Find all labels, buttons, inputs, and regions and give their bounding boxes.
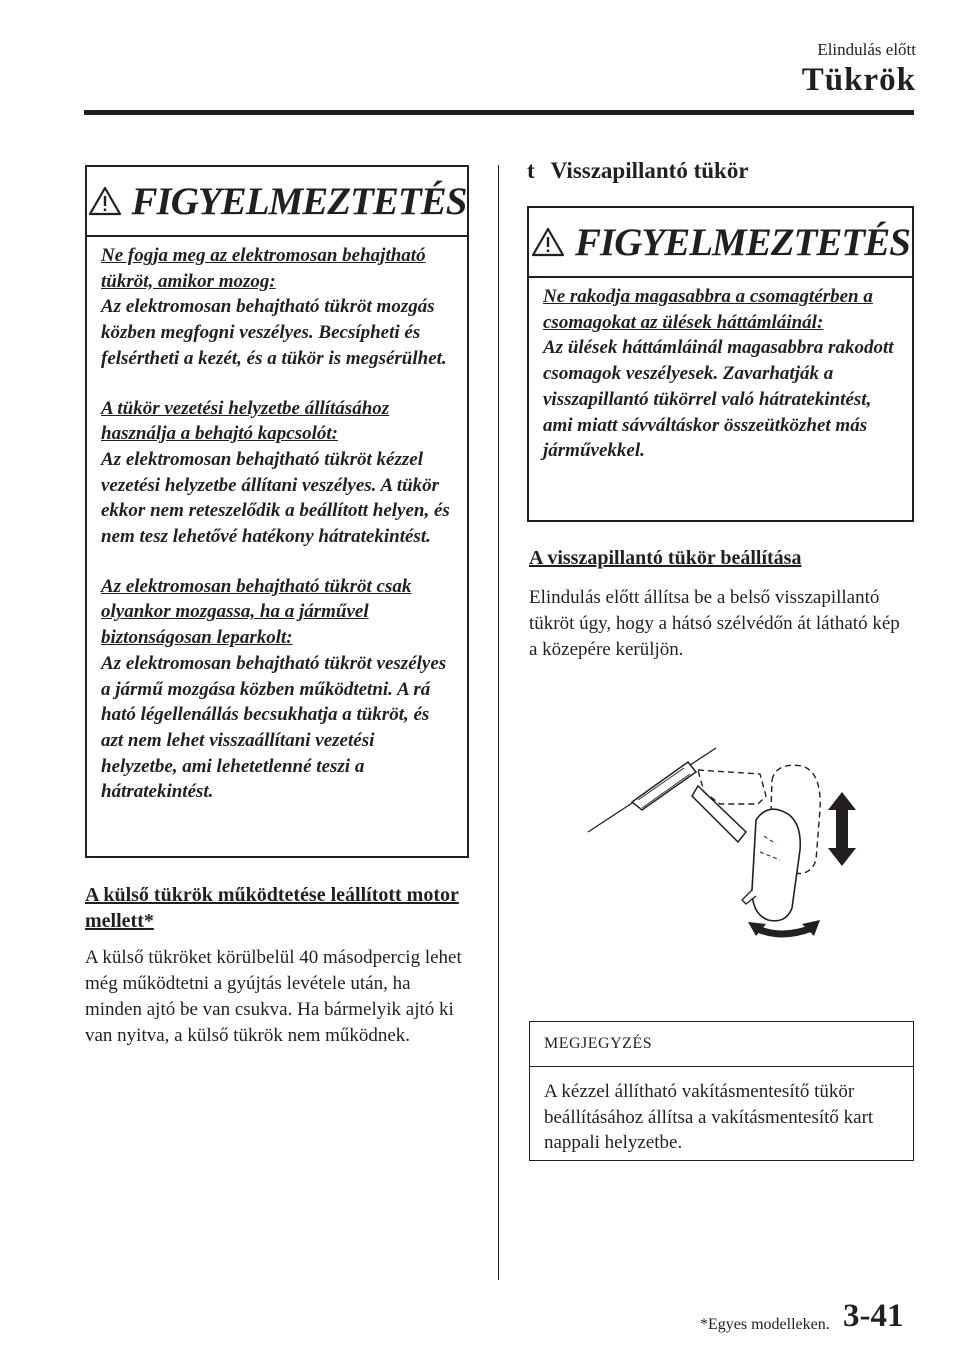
rearview-mirror-illustration: [580, 740, 890, 950]
warning-text: Az elektromosan behajtható tükröt mozgás közben megfogni veszélyes. Becsípheti és felsértheti a kezét, és a tükör is megsérülhet.: [101, 296, 447, 369]
section-heading-outside-mirrors: A külső tükrök működtetése leállított motor mellett*: [85, 884, 459, 932]
warning-body: [529, 278, 912, 464]
note-title: MEGJEGYZÉS: [530, 1022, 913, 1067]
page-title: Tükrök: [801, 62, 916, 98]
section-body-adjust: Elindulás előtt állítsa be a belső visszapillantó tükröt úgy, hogy a hátsó szélvédőn át látható kép a közepére kerüljön.: [529, 587, 900, 660]
section-heading-text: Visszapillantó tükör: [550, 158, 749, 183]
section-body-outside-mirrors: A külső tükröket körülbelül 40 másodpercig lehet még működtetni a gyújtás levétele után, ha minden ajtó be van csukva. Ha bármelyik ajtó ki van nyitva, a külső tükrök nem működnek.: [85, 947, 462, 1046]
warning-subheading: Az elektromosan behajtható tükröt csak olyankor mozgassa, ha a járművel biztonságosan leparkolt:: [101, 575, 412, 649]
header-rule: [84, 110, 914, 115]
warning-title: FIGYELMEZTETÉS: [131, 179, 467, 223]
warning-paragraph: [543, 284, 900, 464]
section-title: Elindulás előtt: [817, 40, 916, 59]
section-heading-rearview: [527, 158, 749, 184]
warning-triangle-icon: [531, 227, 565, 257]
warning-body: [87, 237, 467, 805]
section-heading-adjust: A visszapillantó tükör beállítása: [529, 547, 802, 569]
warning-triangle-icon: [88, 186, 122, 216]
warning-paragraph: [101, 574, 455, 805]
warning-title: FIGYELMEZTETÉS: [575, 220, 910, 264]
note-box: [529, 1021, 914, 1161]
warning-header: [529, 208, 912, 278]
warning-box-folding-mirror: [85, 165, 469, 858]
warning-paragraph: [101, 396, 455, 550]
column-divider: [498, 165, 499, 1280]
page-number: 3-41: [843, 1298, 904, 1334]
warning-subheading: Ne rakodja magasabbra a csomagtérben a csomagokat az ülések háttámláinál:: [543, 286, 873, 333]
warning-text: Az elektromosan behajtható tükröt veszélyes a jármű mozgása közben működtetni. A rá ható légellenállás becsukhatja a tükröt, és azt nem lehet visszaállítani vezetési helyzetbe, ami lehetetlenné teszi a hátratekintést.: [101, 652, 447, 803]
section-bullet: t: [527, 158, 535, 183]
warning-subheading: A tükör vezetési helyzetbe állításához használja a behajtó kapcsolót:: [101, 397, 390, 445]
footnote: *Egyes modelleken.: [700, 1316, 830, 1333]
warning-header: [87, 167, 467, 237]
note-text: A kézzel állítható vakításmentesítő tükör beállításához állítsa a vakításmentesítő kart nappali helyzetbe.: [544, 1081, 874, 1153]
warning-subheading: Ne fogja meg az elektromosan behajtható tükröt, amikor mozog:: [101, 245, 426, 292]
warning-text: Az elektromosan behajtható tükröt kézzel vezetési helyzetbe állítani veszélyes. A tükör ekkor nem reteszelődik a beállított helyen, és nem tesz lehetővé hatékony hátratekintést.: [101, 448, 450, 548]
warning-text: Az ülések háttámláinál magasabbra rakodott csomagok veszélyesek. Zavarhatják a visszapillantó tükörrel való hátratekintést, ami miatt sávváltáskor összeütközhet más járművekkel.: [543, 337, 894, 462]
warning-paragraph: [101, 243, 455, 372]
warning-box-luggage: [527, 206, 914, 522]
